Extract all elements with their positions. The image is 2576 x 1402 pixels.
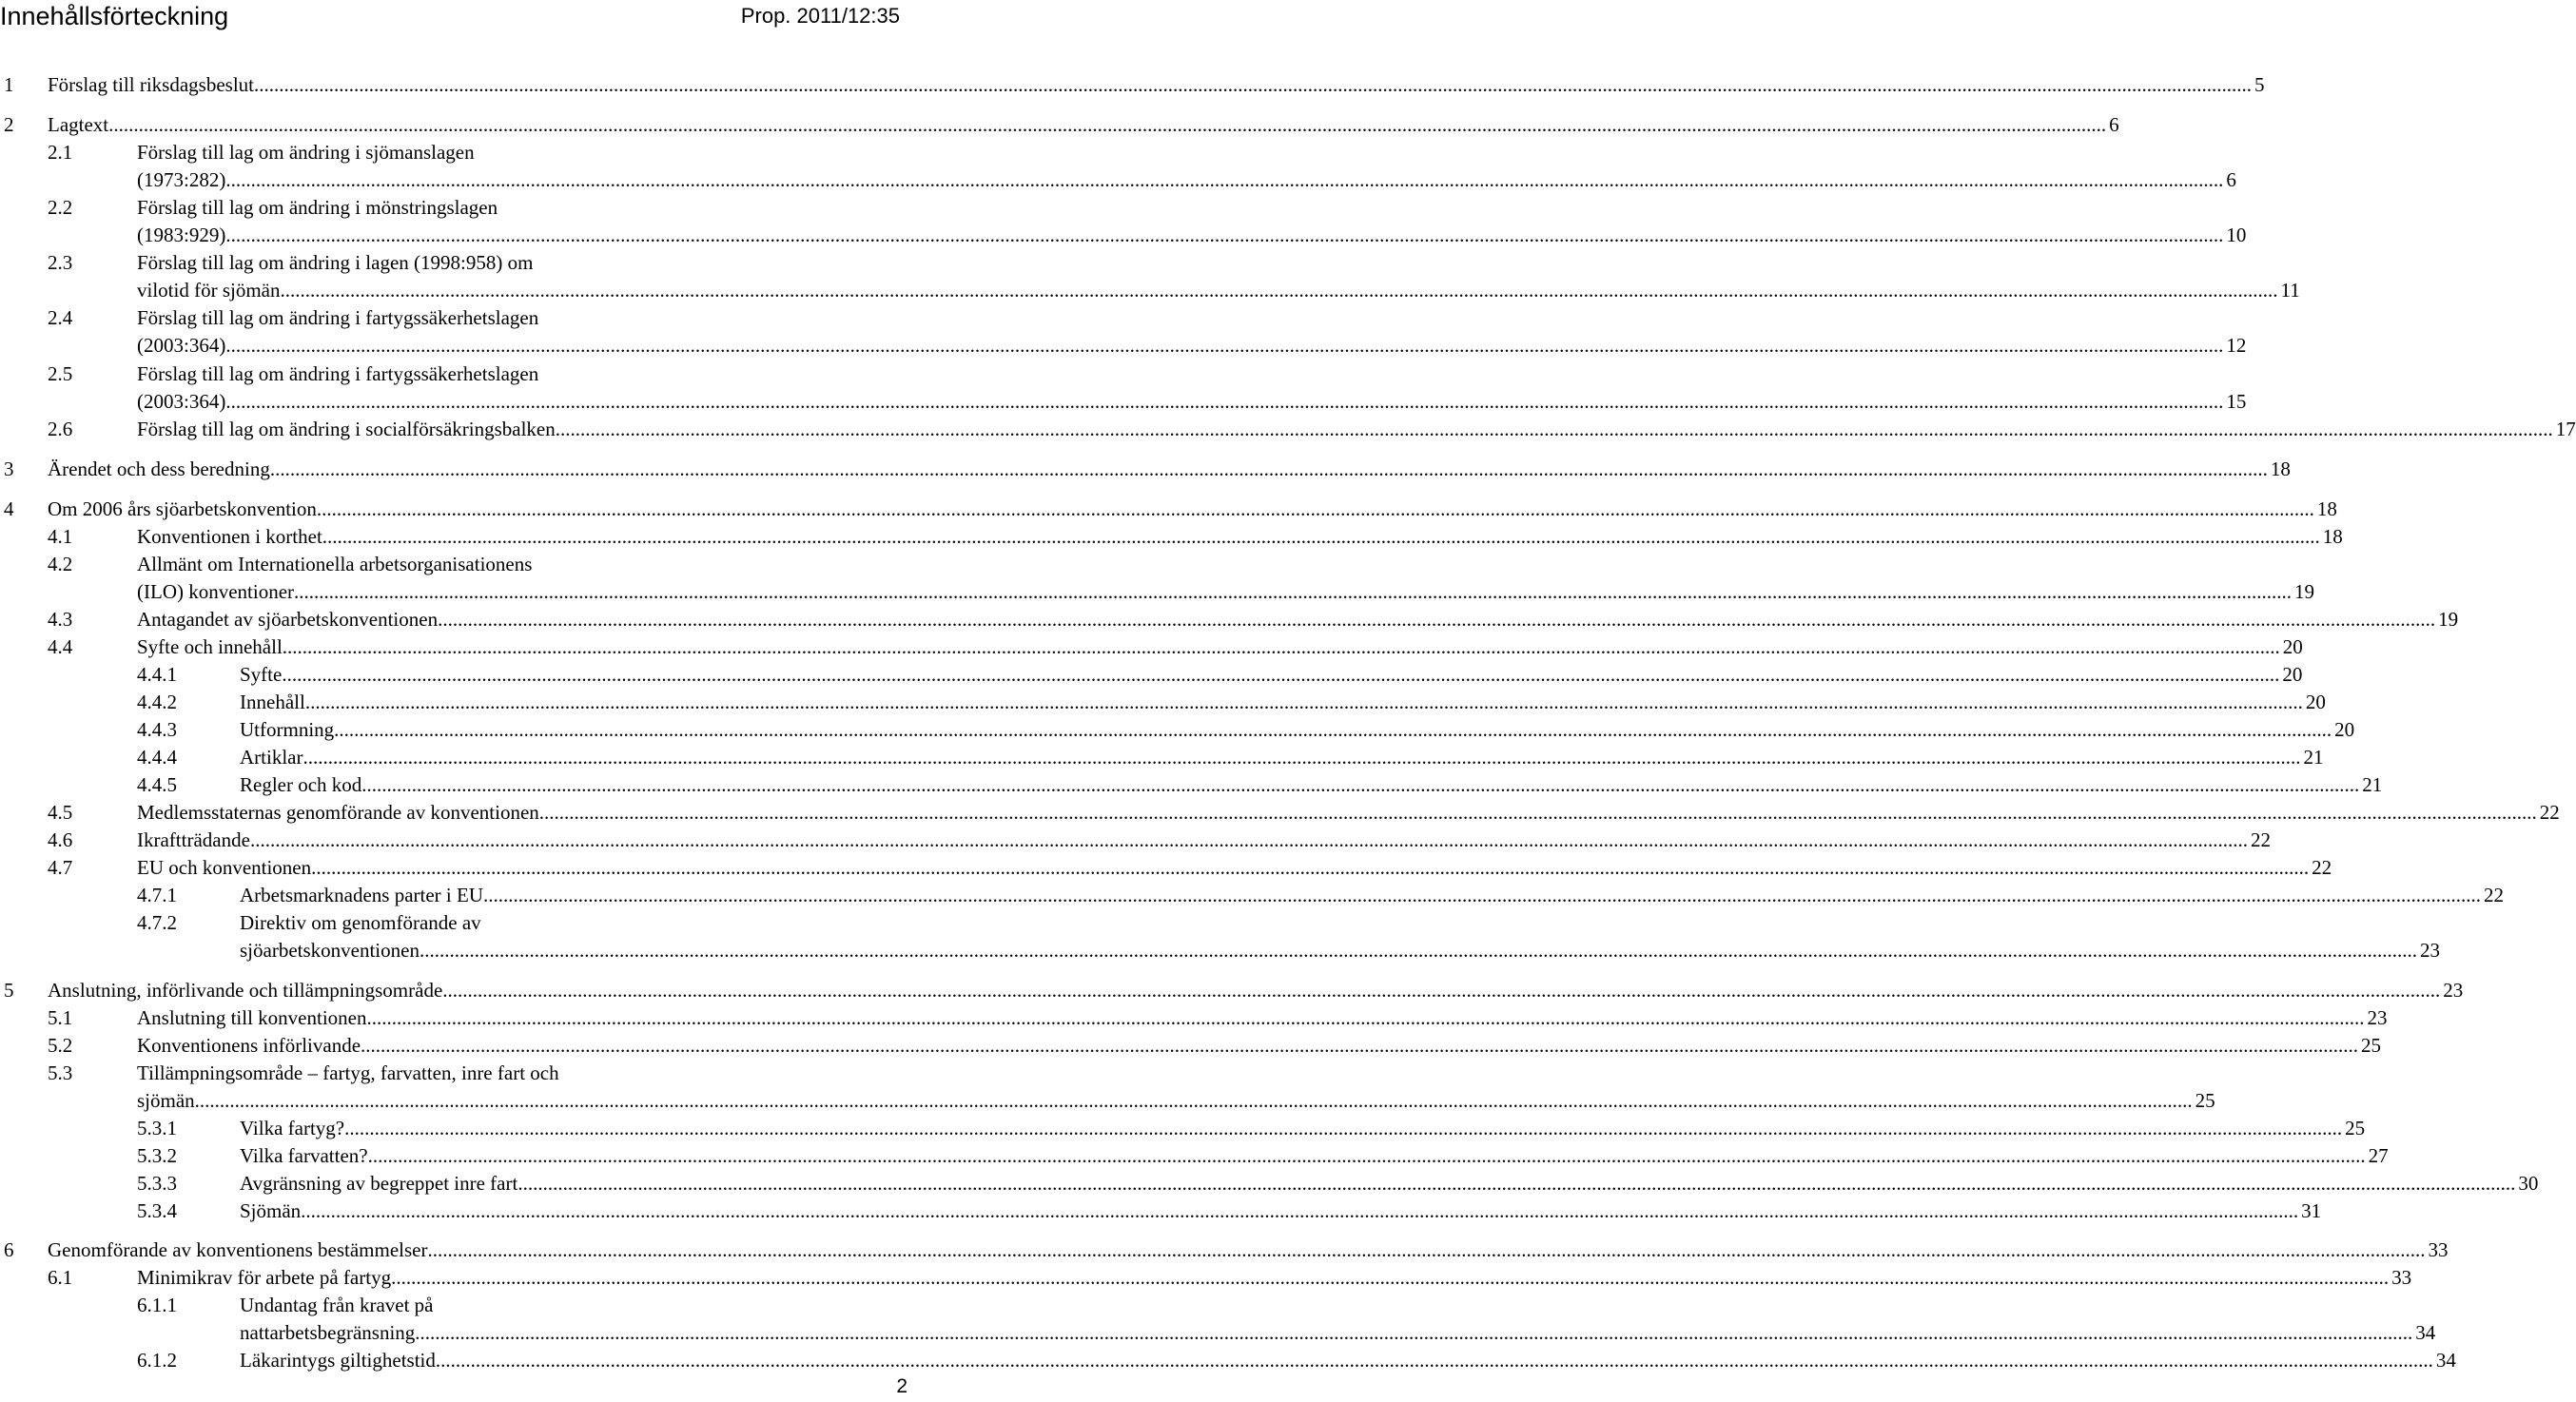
- toc-entry[interactable]: [48, 633, 2303, 661]
- toc-entry-number: 2: [4, 113, 14, 136]
- toc-entry[interactable]: [48, 193, 706, 222]
- toc-dot-leader: ................................................................................................................................................................................................................................................................................................................................................................................................................: [334, 718, 2332, 741]
- toc-dot-leader: ................................................................................................................................................................................................................................................................................................................................................................................................................: [225, 390, 2224, 413]
- toc-dot-leader: ................................................................................................................................................................................................................................................................................................................................................................................................................: [225, 334, 2224, 357]
- toc-entry[interactable]: [48, 1031, 2382, 1060]
- toc-entry-number: 4.7.2: [137, 911, 177, 934]
- toc-dot-leader: ................................................................................................................................................................................................................................................................................................................................................................................................................: [415, 1321, 2413, 1344]
- page-title: Innehållsförteckning: [0, 2, 229, 30]
- toc-entry[interactable]: [137, 936, 2440, 964]
- toc-dot-leader: ................................................................................................................................................................................................................................................................................................................................................................................................................: [108, 113, 2107, 136]
- toc-entry-title: Minimikrav för arbete på fartyg: [137, 1266, 392, 1289]
- toc-entry-number: 5: [4, 979, 14, 1002]
- toc-dot-leader: ................................................................................................................................................................................................................................................................................................................................................................................................................: [435, 1349, 2433, 1372]
- toc-entry[interactable]: [4, 976, 2464, 1004]
- toc-entry-number: 3: [4, 458, 14, 480]
- toc-entry[interactable]: [48, 853, 2332, 882]
- toc-dot-leader: ................................................................................................................................................................................................................................................................................................................................................................................................................: [249, 828, 2248, 851]
- toc-entry-title: (1983:929): [137, 224, 226, 246]
- toc-entry-title: Artiklar: [240, 746, 303, 769]
- toc-dot-leader: ................................................................................................................................................................................................................................................................................................................................................................................................................: [194, 1089, 2193, 1112]
- toc-entry[interactable]: [48, 798, 2560, 827]
- toc-entry[interactable]: [4, 1236, 2449, 1264]
- toc-entry-page: 6: [2226, 168, 2236, 191]
- toc-entry[interactable]: [137, 1169, 2539, 1198]
- toc-dot-leader: ................................................................................................................................................................................................................................................................................................................................................................................................................: [269, 458, 2268, 480]
- toc-entry-page: 25: [2345, 1117, 2366, 1139]
- toc-entry-page: 20: [2305, 691, 2326, 713]
- toc-dot-leader: ................................................................................................................................................................................................................................................................................................................................................................................................................: [538, 801, 2537, 824]
- toc-entry[interactable]: [137, 908, 706, 937]
- toc-entry-title: Anslutning till konventionen: [137, 1006, 367, 1029]
- toc-entry-title: Ikraftträdande: [137, 828, 250, 851]
- toc-entry[interactable]: [48, 1003, 2388, 1032]
- toc-entry-number: 5.3.4: [137, 1199, 177, 1222]
- toc-entry[interactable]: [48, 577, 2315, 606]
- toc-entry-title: Avgränsning av begreppet inre fart: [240, 1172, 518, 1195]
- toc-entry-title: Lagtext: [48, 113, 109, 136]
- toc-entry-title: Undantag från kravet på: [240, 1294, 434, 1316]
- toc-entry[interactable]: [48, 331, 2247, 360]
- toc-entry[interactable]: [48, 248, 706, 277]
- toc-entry-title: vilotid för sjömän: [137, 279, 281, 302]
- toc-entry-title: Utformning: [240, 718, 335, 741]
- toc-entry[interactable]: [4, 110, 2119, 139]
- toc-dot-leader: ................................................................................................................................................................................................................................................................................................................................................................................................................: [302, 746, 2301, 769]
- toc-dot-leader: ................................................................................................................................................................................................................................................................................................................................................................................................................: [361, 1034, 2359, 1057]
- toc-entry[interactable]: [137, 660, 2303, 689]
- toc-entry-page: 15: [2226, 390, 2247, 413]
- toc-entry[interactable]: [48, 605, 2459, 633]
- toc-dot-leader: ................................................................................................................................................................................................................................................................................................................................................................................................................: [361, 773, 2360, 796]
- toc-entry-number: 5.3.2: [137, 1144, 177, 1167]
- toc-entry[interactable]: [48, 1086, 2215, 1115]
- toc-entry-page: 30: [2518, 1172, 2539, 1195]
- toc-entry[interactable]: [137, 770, 2383, 799]
- toc-entry[interactable]: [137, 1346, 2456, 1374]
- toc-entry-number: 6: [4, 1238, 14, 1261]
- toc-entry-page: 20: [2282, 635, 2303, 658]
- toc-entry-page: 17: [2555, 418, 2576, 440]
- toc-dot-leader: ................................................................................................................................................................................................................................................................................................................................................................................................................: [442, 979, 2441, 1002]
- toc-dot-leader: ................................................................................................................................................................................................................................................................................................................................................................................................................: [322, 525, 2320, 548]
- toc-entry-title: Antagandet av sjöarbetskonventionen: [137, 608, 439, 631]
- toc-dot-leader: ................................................................................................................................................................................................................................................................................................................................................................................................................: [301, 1199, 2299, 1222]
- toc-entry[interactable]: [48, 221, 2247, 249]
- toc-entry-number: 5.3.3: [137, 1172, 177, 1195]
- toc-entry-page: 18: [2316, 497, 2337, 520]
- toc-entry-page: 5: [2254, 73, 2265, 96]
- toc-entry-title: Tillämpningsområde – fartyg, farvatten, inre fart och: [137, 1061, 559, 1084]
- toc-entry-page: 22: [2539, 801, 2560, 824]
- toc-entry-title: Vilka fartyg?: [240, 1117, 345, 1139]
- toc-dot-leader: ................................................................................................................................................................................................................................................................................................................................................................................................................: [294, 580, 2293, 603]
- toc-entry[interactable]: [4, 495, 2337, 523]
- toc-entry-title: (ILO) konventioner: [137, 580, 295, 603]
- toc-entry-title: Allmänt om Internationella arbetsorganisationens: [137, 553, 533, 575]
- toc-entry-title: (2003:364): [137, 334, 226, 357]
- toc-entry[interactable]: [137, 1291, 706, 1319]
- toc-entry-page: 12: [2226, 334, 2247, 357]
- toc-entry-page: 33: [2428, 1238, 2449, 1261]
- toc-entry-page: 19: [2438, 608, 2459, 631]
- toc-entry-number: 4.4.3: [137, 718, 177, 741]
- toc-entry-number: 4.5: [48, 801, 73, 824]
- toc-entry[interactable]: [4, 455, 2291, 483]
- toc-entry-number: 2.2: [48, 196, 73, 219]
- toc-entry-title: Innehåll: [240, 691, 305, 713]
- toc-entry-number: 4.7.1: [137, 884, 177, 906]
- toc-dot-leader: ................................................................................................................................................................................................................................................................................................................................................................................................................: [517, 1172, 2516, 1195]
- toc-entry-number: 2.1: [48, 141, 73, 164]
- toc-entry-number: 2.4: [48, 306, 73, 329]
- toc-entry-number: 5.3.1: [137, 1117, 177, 1139]
- toc-dot-leader: ................................................................................................................................................................................................................................................................................................................................................................................................................: [282, 663, 2280, 686]
- toc-entry-title: (1973:282): [137, 168, 226, 191]
- toc-dot-leader: ................................................................................................................................................................................................................................................................................................................................................................................................................: [366, 1006, 2365, 1029]
- toc-entry-title: sjömän: [137, 1089, 195, 1112]
- toc-entry-number: 5.3: [48, 1061, 73, 1084]
- toc-dot-leader: ................................................................................................................................................................................................................................................................................................................................................................................................................: [311, 856, 2310, 879]
- toc-entry-title: Vilka farvatten?: [240, 1144, 368, 1167]
- toc-entry-page: 34: [2435, 1349, 2456, 1372]
- toc-entry[interactable]: [48, 360, 706, 388]
- toc-entry-page: 18: [2270, 458, 2291, 480]
- toc-entry-title: Genomförande av konventionens bestämmelser: [48, 1238, 428, 1261]
- toc-entry[interactable]: [48, 550, 706, 578]
- toc-entry[interactable]: [137, 1114, 2366, 1142]
- toc-dot-leader: ................................................................................................................................................................................................................................................................................................................................................................................................................: [225, 168, 2224, 191]
- toc-dot-leader: ................................................................................................................................................................................................................................................................................................................................................................................................................: [483, 884, 2481, 906]
- toc-entry-title: Förslag till lag om ändring i lagen (1998:958) om: [137, 251, 534, 274]
- toc-entry[interactable]: [48, 415, 2576, 443]
- toc-entry-title: Konventionen i korthet: [137, 525, 322, 548]
- toc-entry[interactable]: [48, 303, 706, 332]
- toc-entry-page: 20: [2334, 718, 2355, 741]
- toc-entry-page: 20: [2282, 663, 2303, 686]
- toc-entry[interactable]: [137, 688, 2326, 716]
- toc-entry[interactable]: [4, 70, 2265, 99]
- toc-entry-title: (2003:364): [137, 390, 226, 413]
- toc-entry[interactable]: [137, 743, 2324, 771]
- toc-entry[interactable]: [137, 1141, 2389, 1170]
- toc-entry-page: 23: [2443, 979, 2464, 1002]
- toc-dot-leader: ................................................................................................................................................................................................................................................................................................................................................................................................................: [254, 73, 2252, 96]
- toc-entry[interactable]: [48, 276, 2300, 304]
- toc-entry-number: 1: [4, 73, 14, 96]
- toc-entry-number: 5.2: [48, 1034, 73, 1057]
- toc-dot-leader: ................................................................................................................................................................................................................................................................................................................................................................................................................: [391, 1266, 2390, 1289]
- page-number: 2: [896, 1375, 907, 1397]
- toc-dot-leader: ................................................................................................................................................................................................................................................................................................................................................................................................................: [304, 691, 2303, 713]
- toc-entry[interactable]: [48, 522, 2343, 551]
- toc-entry-page: 11: [2280, 279, 2300, 302]
- toc-dot-leader: ................................................................................................................................................................................................................................................................................................................................................................................................................: [225, 224, 2224, 246]
- toc-entry-title: Förslag till lag om ändring i socialförsäkringsbalken: [137, 418, 556, 440]
- toc-entry-number: 4: [4, 497, 14, 520]
- toc-entry[interactable]: [137, 881, 2504, 909]
- toc-dot-leader: ................................................................................................................................................................................................................................................................................................................................................................................................................: [367, 1144, 2366, 1167]
- toc-entry-page: 23: [2419, 939, 2440, 962]
- toc-entry-page: 27: [2368, 1144, 2389, 1167]
- toc-entry-number: 6.1: [48, 1266, 73, 1289]
- toc-entry-title: Regler och kod: [240, 773, 362, 796]
- toc-entry-page: 19: [2294, 580, 2315, 603]
- toc-entry-page: 22: [2312, 856, 2332, 879]
- toc-dot-leader: ................................................................................................................................................................................................................................................................................................................................................................................................................: [282, 635, 2280, 658]
- toc-entry-page: 22: [2250, 828, 2271, 851]
- toc-entry-number: 4.4.5: [137, 773, 177, 796]
- toc-entry-title: Förslag till lag om ändring i mönstringslagen: [137, 196, 498, 219]
- toc-entry-number: 2.3: [48, 251, 73, 274]
- toc-entry-title: nattarbetsbegränsning: [240, 1321, 416, 1344]
- toc-entry-title: Syfte: [240, 663, 283, 686]
- toc-dot-leader: ................................................................................................................................................................................................................................................................................................................................................................................................................: [280, 279, 2278, 302]
- toc-entry-page: 21: [2362, 773, 2383, 796]
- toc-entry-page: 25: [2195, 1089, 2215, 1112]
- toc-entry-title: Medlemsstaternas genomförande av konventionen: [137, 801, 539, 824]
- toc-entry-title: Direktiv om genomförande av: [240, 911, 481, 934]
- toc-entry-number: 2.6: [48, 418, 73, 440]
- toc-entry-page: 33: [2391, 1266, 2412, 1289]
- toc-entry-title: Anslutning, införlivande och tillämpningsområde: [48, 979, 443, 1002]
- toc-entry-page: 31: [2301, 1199, 2322, 1222]
- toc-entry-page: 18: [2322, 525, 2343, 548]
- toc-entry-number: 4.1: [48, 525, 73, 548]
- toc-entry-page: 23: [2367, 1006, 2388, 1029]
- toc-entry-number: 4.4.4: [137, 746, 177, 769]
- toc-entry[interactable]: [48, 1059, 706, 1087]
- toc-entry-title: Förslag till lag om ändring i fartygssäkerhetslagen: [137, 362, 539, 385]
- toc-entry-title: Förslag till riksdagsbeslut: [48, 73, 254, 96]
- toc-entry-page: 25: [2361, 1034, 2382, 1057]
- toc-entry-page: 21: [2303, 746, 2324, 769]
- toc-entry-page: 34: [2415, 1321, 2436, 1344]
- toc-entry-page: 22: [2484, 884, 2504, 906]
- toc-entry-title: Arbetsmarknadens parter i EU: [240, 884, 483, 906]
- toc-entry-page: 6: [2109, 113, 2119, 136]
- toc-entry-number: 4.2: [48, 553, 73, 575]
- toc-entry-number: 4.4.2: [137, 691, 177, 713]
- toc-entry[interactable]: [137, 1318, 2436, 1347]
- toc-entry-number: 6.1.1: [137, 1294, 177, 1316]
- toc-entry[interactable]: [48, 387, 2247, 416]
- toc-entry[interactable]: [137, 715, 2355, 744]
- toc-entry-number: 4.4: [48, 635, 73, 658]
- toc-entry-title: Förslag till lag om ändring i sjömanslagen: [137, 141, 475, 164]
- toc-entry-number: 4.4.1: [137, 663, 177, 686]
- toc-entry-title: Sjömän: [240, 1199, 302, 1222]
- toc-entry-title: Läkarintygs giltighetstid: [240, 1349, 436, 1372]
- toc-entry[interactable]: [48, 138, 706, 166]
- toc-entry-title: Syfte och innehåll: [137, 635, 283, 658]
- toc-entry-title: sjöarbetskonventionen: [240, 939, 420, 962]
- toc-entry[interactable]: [48, 166, 2236, 194]
- toc-entry-number: 6.1.2: [137, 1349, 177, 1372]
- toc-entry-page: 10: [2226, 224, 2247, 246]
- toc-dot-leader: ................................................................................................................................................................................................................................................................................................................................................................................................................: [316, 497, 2314, 520]
- toc-dot-leader: ................................................................................................................................................................................................................................................................................................................................................................................................................: [427, 1238, 2426, 1261]
- toc-entry-title: Förslag till lag om ändring i fartygssäkerhetslagen: [137, 306, 539, 329]
- toc-entry[interactable]: [48, 826, 2271, 854]
- toc-dot-leader: ................................................................................................................................................................................................................................................................................................................................................................................................................: [555, 418, 2553, 440]
- toc-entry-number: 4.6: [48, 828, 73, 851]
- toc-entry-title: EU och konventionen: [137, 856, 312, 879]
- toc-entry-number: 2.5: [48, 362, 73, 385]
- toc-entry-title: Konventionens införlivande: [137, 1034, 361, 1057]
- toc-entry-number: 4.3: [48, 608, 73, 631]
- toc-entry[interactable]: [48, 1263, 2412, 1292]
- toc-entry-number: 4.7: [48, 856, 73, 879]
- toc-dot-leader: ................................................................................................................................................................................................................................................................................................................................................................................................................: [344, 1117, 2343, 1139]
- toc-entry[interactable]: [137, 1197, 2322, 1225]
- document-reference: Prop. 2011/12:35: [740, 4, 900, 28]
- toc-entry-number: 5.1: [48, 1006, 73, 1029]
- toc-entry-title: Om 2006 års sjöarbetskonvention: [48, 497, 317, 520]
- toc-entry-title: Ärendet och dess beredning: [48, 458, 270, 480]
- toc-dot-leader: ................................................................................................................................................................................................................................................................................................................................................................................................................: [438, 608, 2436, 631]
- toc-dot-leader: ................................................................................................................................................................................................................................................................................................................................................................................................................: [419, 939, 2417, 962]
